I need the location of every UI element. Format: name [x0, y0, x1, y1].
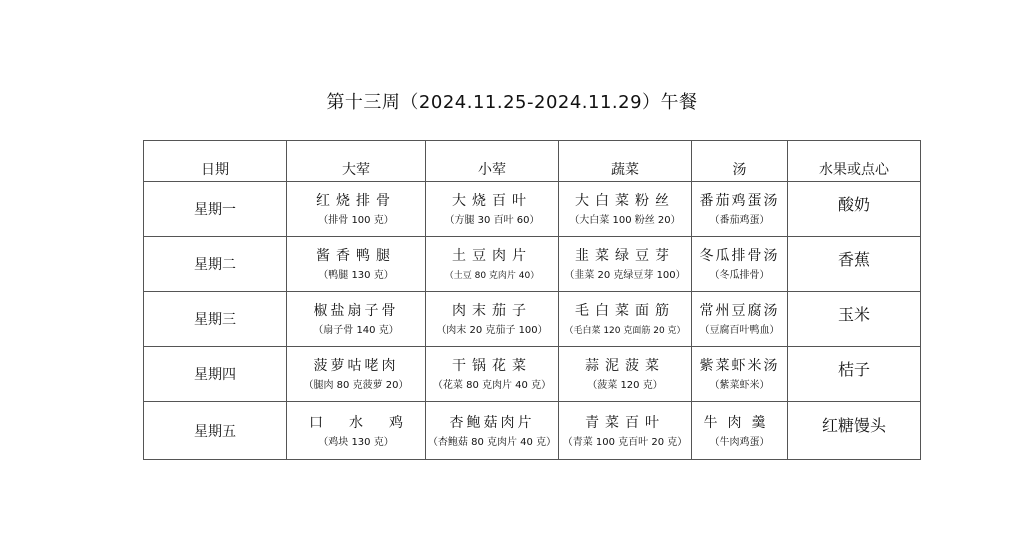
dish-ingredients: （花菜 80 克肉片 40 克） — [432, 380, 552, 391]
dish-name: 菠萝咕咾肉 — [313, 358, 399, 374]
fruit-snack: 酸奶 — [837, 194, 870, 214]
dish-name: 冬瓜排骨汤 — [699, 248, 780, 264]
dish-ingredients: （菠菜 120 克） — [587, 380, 663, 391]
fruit-cell — [788, 402, 921, 460]
dish-ingredients: （鸭腿 130 克） — [318, 270, 394, 281]
dish-name: 毛白菜面筋 — [575, 303, 675, 319]
dish-ingredients: （方腿 30 百叶 60） — [444, 215, 540, 226]
vegetable-cell — [559, 347, 692, 402]
dish-name: 干锅花菜 — [452, 358, 532, 374]
fruit-snack: 香蕉 — [837, 249, 870, 269]
main-dish-cell — [287, 347, 426, 402]
dish-ingredients: （排骨 100 克） — [318, 215, 394, 226]
dish-name: 肉末茄子 — [452, 303, 532, 319]
fruit-cell — [788, 182, 921, 237]
page-title: 第十三周（2024.11.25-2024.11.29）午餐 — [326, 92, 698, 113]
header-fruit-snack: 水果或点心 — [788, 141, 921, 182]
dish-name: 土豆肉片 — [452, 248, 532, 264]
fruit-snack: 玉米 — [837, 304, 870, 324]
side-dish-cell — [426, 402, 559, 460]
dish-name: 大烧百叶 — [452, 193, 532, 209]
side-dish-cell — [426, 292, 559, 347]
table-row — [144, 292, 921, 347]
header-soup: 汤 — [692, 141, 788, 182]
fruit-cell — [788, 292, 921, 347]
main-dish-cell — [287, 237, 426, 292]
day-cell: 星期二 — [144, 237, 287, 292]
dish-ingredients: （豆腐百叶鸭血） — [699, 325, 780, 336]
dish-ingredients: （毛白菜 120 克面筋 20 克） — [564, 326, 686, 336]
dish-ingredients: （番茄鸡蛋） — [709, 215, 770, 226]
table-row — [144, 347, 921, 402]
header-vegetable: 蔬菜 — [559, 141, 692, 182]
dish-ingredients: （杏鲍菇 80 克肉片 40 克） — [427, 436, 557, 448]
main-dish-cell — [287, 402, 429, 460]
day-cell: 星期三 — [144, 292, 287, 347]
side-dish-cell — [426, 182, 559, 237]
table-row — [144, 237, 921, 292]
header-main-meat: 大荤 — [287, 141, 426, 182]
dish-name: 酱香鸭腿 — [316, 248, 396, 264]
table-row — [144, 402, 921, 460]
dish-name: 红烧排骨 — [316, 193, 396, 209]
soup-cell — [692, 347, 788, 402]
lunch-menu-table — [143, 140, 921, 460]
dish-name: 杏鲍菇肉片 — [449, 414, 535, 431]
fruit-cell — [788, 237, 921, 292]
vegetable-cell — [559, 237, 692, 292]
dish-ingredients: （土豆 80 克肉片 40） — [444, 271, 540, 281]
side-dish-cell — [426, 347, 559, 402]
soup-cell — [692, 292, 788, 347]
day-cell: 星期一 — [144, 182, 287, 237]
dish-ingredients: （牛肉鸡蛋） — [709, 436, 770, 448]
dish-name: 椒盐扇子骨 — [313, 303, 399, 319]
vegetable-cell — [559, 182, 692, 237]
vegetable-cell — [559, 292, 692, 347]
main-dish-cell — [287, 292, 426, 347]
side-dish-cell — [426, 237, 559, 292]
day-cell: 星期五 — [144, 402, 287, 460]
dish-name: 番茄鸡蛋汤 — [699, 193, 780, 209]
dish-name: 口水鸡 — [309, 414, 429, 431]
dish-ingredients: （紫菜虾米） — [709, 380, 770, 391]
header-side-meat: 小荤 — [426, 141, 559, 182]
dish-ingredients: （韭菜 20 克绿豆芽 100） — [564, 270, 686, 281]
fruit-snack: 桔子 — [837, 359, 870, 379]
dish-ingredients: （鸡块 130 克） — [318, 436, 394, 448]
dish-name: 蒜泥菠菜 — [585, 358, 665, 374]
dish-name: 牛肉羹 — [703, 414, 776, 431]
dish-ingredients: （青菜 100 克百叶 20 克） — [562, 436, 688, 448]
dish-name: 大白菜粉丝 — [575, 193, 675, 209]
table-row — [144, 182, 921, 237]
dish-ingredients: （冬瓜排骨） — [709, 270, 770, 281]
dish-ingredients: （腿肉 80 克菠萝 20） — [303, 380, 409, 391]
fruit-cell — [788, 347, 921, 402]
header-date: 日期 — [144, 141, 287, 182]
dish-name: 韭菜绿豆芽 — [575, 248, 675, 264]
soup-cell — [692, 182, 788, 237]
dish-name: 紫菜虾米汤 — [699, 358, 780, 374]
table-header-row — [144, 141, 921, 182]
day-cell: 星期四 — [144, 347, 287, 402]
dish-ingredients: （肉末 20 克茄子 100） — [436, 325, 548, 336]
dish-name: 青菜百叶 — [585, 414, 665, 431]
dish-ingredients: （大白菜 100 粉丝 20） — [569, 215, 681, 226]
main-dish-cell — [287, 182, 426, 237]
vegetable-cell — [559, 402, 692, 460]
dish-name: 常州豆腐汤 — [699, 303, 780, 319]
soup-cell — [692, 237, 788, 292]
fruit-snack: 红糖馒头 — [821, 416, 886, 435]
soup-cell — [692, 402, 788, 460]
dish-ingredients: （扇子骨 140 克） — [313, 325, 399, 336]
